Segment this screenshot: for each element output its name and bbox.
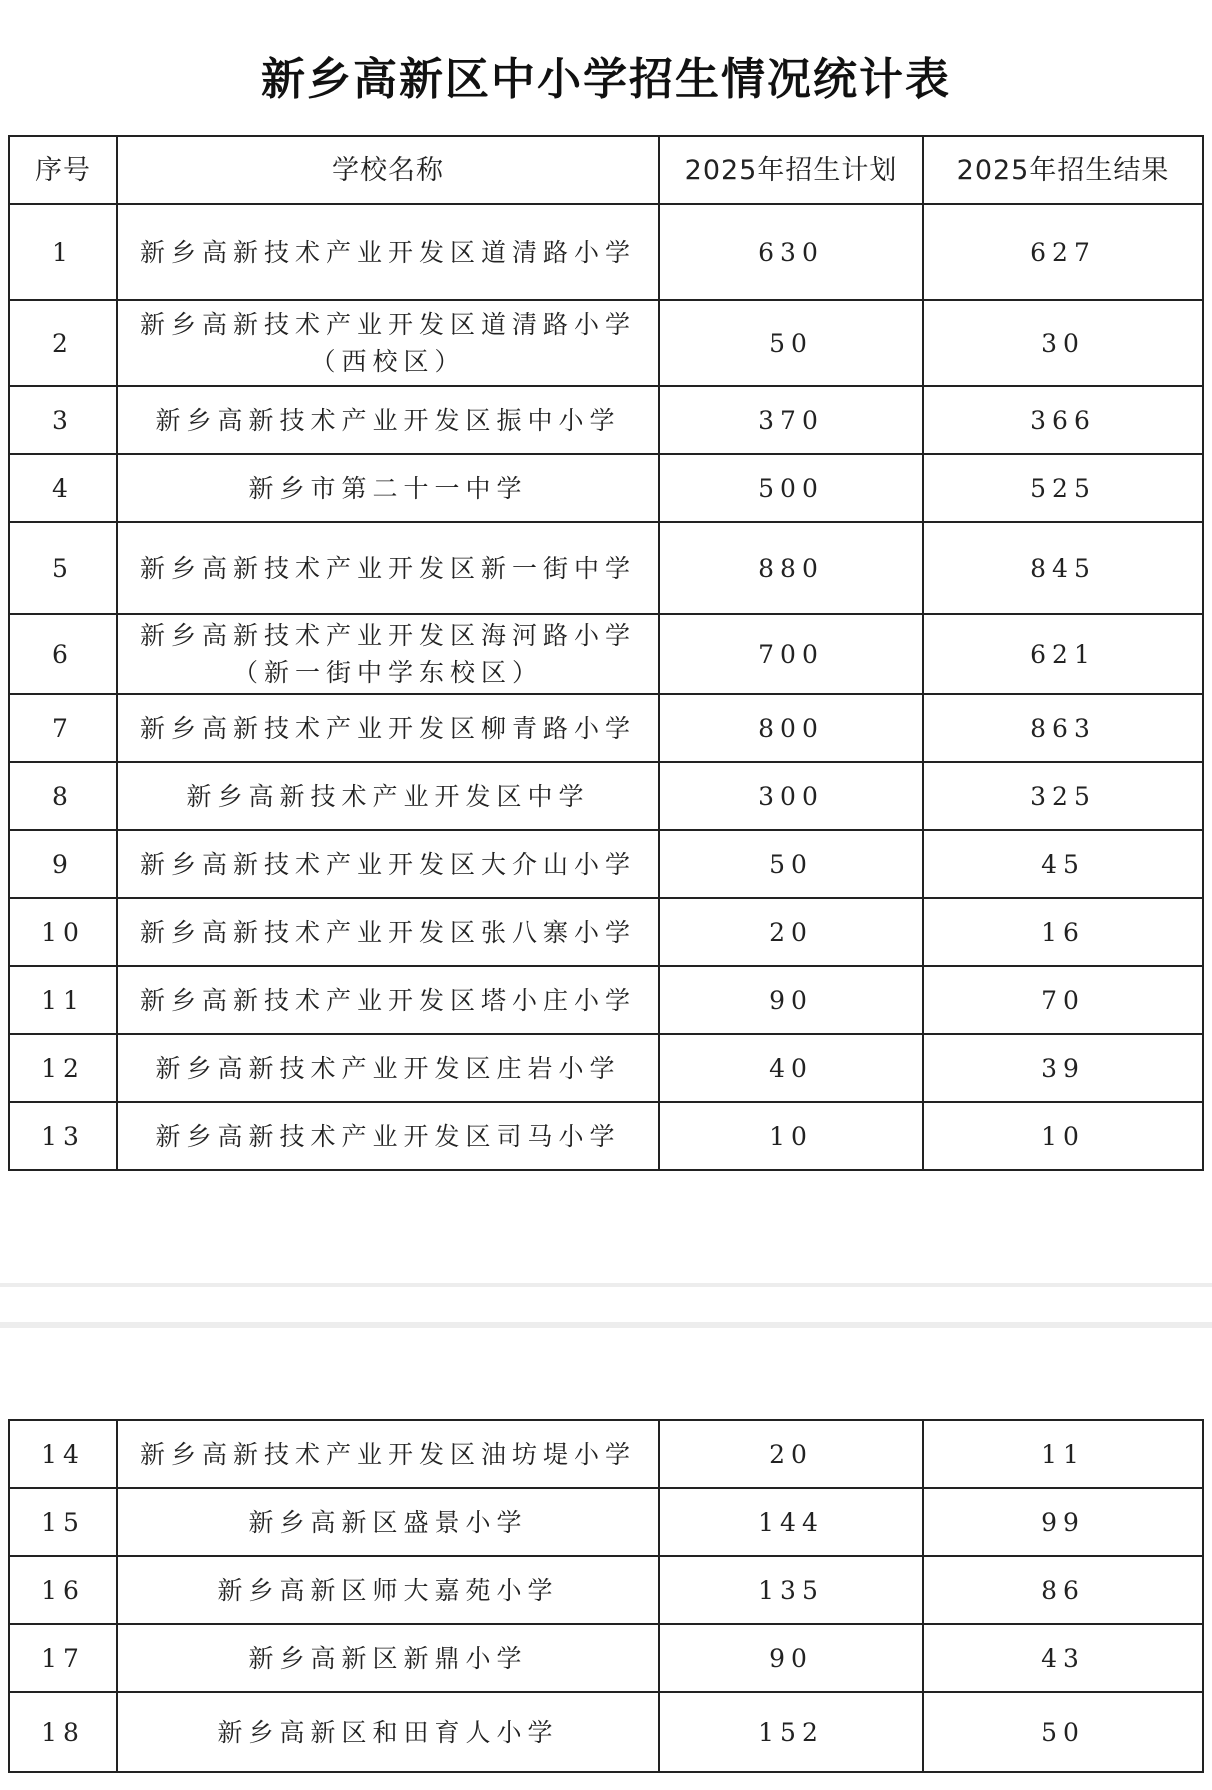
table-row: [9, 204, 1203, 300]
plan-count-cell: 40: [659, 1034, 923, 1102]
table-row: [9, 1692, 1203, 1772]
plan-count-cell: 90: [659, 966, 923, 1034]
table-row: [9, 1556, 1203, 1624]
plan-count-cell: 135: [659, 1556, 923, 1624]
school-name-cell: 新乡高新区新鼎小学: [117, 1624, 659, 1692]
table-row: [9, 300, 1203, 386]
page-break-divider: [0, 1283, 1212, 1287]
school-name-cell: 新乡高新区盛景小学: [117, 1488, 659, 1556]
school-name-cell: 新乡高新区师大嘉苑小学: [117, 1556, 659, 1624]
enrollment-table-part-1: [8, 135, 1204, 1171]
row-index-cell: 7: [9, 694, 117, 762]
table-row: [9, 614, 1203, 694]
row-index-cell: 5: [9, 522, 117, 614]
column-header-plan: 2025年招生计划: [659, 136, 923, 204]
plan-count-cell: 50: [659, 300, 923, 386]
row-index-cell: 3: [9, 386, 117, 454]
table-row: [9, 1488, 1203, 1556]
enrollment-table-part-2: [8, 1419, 1204, 1773]
row-index-cell: 15: [9, 1488, 117, 1556]
plan-count-cell: 20: [659, 1420, 923, 1488]
plan-count-cell: 300: [659, 762, 923, 830]
row-index-cell: 12: [9, 1034, 117, 1102]
result-count-cell: 70: [923, 966, 1203, 1034]
result-count-cell: 845: [923, 522, 1203, 614]
result-count-cell: 325: [923, 762, 1203, 830]
school-name-cell: 新乡高新技术产业开发区振中小学: [117, 386, 659, 454]
result-count-cell: 627: [923, 204, 1203, 300]
result-count-cell: 86: [923, 1556, 1203, 1624]
plan-count-cell: 10: [659, 1102, 923, 1170]
result-count-cell: 621: [923, 614, 1203, 694]
table-row: [9, 1034, 1203, 1102]
row-index-cell: 13: [9, 1102, 117, 1170]
plan-count-cell: 152: [659, 1692, 923, 1772]
row-index-cell: 1: [9, 204, 117, 300]
table-header-row: [9, 136, 1203, 204]
school-name-cell: 新乡高新技术产业开发区张八寨小学: [117, 898, 659, 966]
school-name-cell: 新乡高新技术产业开发区油坊堤小学: [117, 1420, 659, 1488]
school-name-cell: 新乡高新技术产业开发区庄岩小学: [117, 1034, 659, 1102]
table-body-part-1: [9, 204, 1203, 1170]
school-name-cell: 新乡市第二十一中学: [117, 454, 659, 522]
result-count-cell: 45: [923, 830, 1203, 898]
result-count-cell: 366: [923, 386, 1203, 454]
column-header-school: 学校名称: [117, 136, 659, 204]
result-count-cell: 11: [923, 1420, 1203, 1488]
table-row: [9, 762, 1203, 830]
school-name-cell: 新乡高新技术产业开发区道清路小学（西校区）: [117, 300, 659, 386]
table-row: [9, 1624, 1203, 1692]
row-index-cell: 11: [9, 966, 117, 1034]
row-index-cell: 16: [9, 1556, 117, 1624]
table-row: [9, 830, 1203, 898]
table-body-part-2: [9, 1420, 1203, 1772]
row-index-cell: 10: [9, 898, 117, 966]
table-row: [9, 694, 1203, 762]
school-name-cell: 新乡高新技术产业开发区大介山小学: [117, 830, 659, 898]
plan-count-cell: 20: [659, 898, 923, 966]
school-name-cell: 新乡高新区和田育人小学: [117, 1692, 659, 1772]
table-row: [9, 898, 1203, 966]
column-header-result: 2025年招生结果: [923, 136, 1203, 204]
table-row: [9, 1420, 1203, 1488]
result-count-cell: 99: [923, 1488, 1203, 1556]
row-index-cell: 14: [9, 1420, 117, 1488]
school-name-cell: 新乡高新技术产业开发区中学: [117, 762, 659, 830]
plan-count-cell: 880: [659, 522, 923, 614]
row-index-cell: 8: [9, 762, 117, 830]
school-name-cell: 新乡高新技术产业开发区塔小庄小学: [117, 966, 659, 1034]
row-index-cell: 9: [9, 830, 117, 898]
table-row: [9, 386, 1203, 454]
plan-count-cell: 800: [659, 694, 923, 762]
row-index-cell: 17: [9, 1624, 117, 1692]
school-name-cell: 新乡高新技术产业开发区海河路小学（新一街中学东校区）: [117, 614, 659, 694]
page-break-divider: [0, 1322, 1212, 1328]
table-row: [9, 454, 1203, 522]
result-count-cell: 50: [923, 1692, 1203, 1772]
result-count-cell: 525: [923, 454, 1203, 522]
plan-count-cell: 630: [659, 204, 923, 300]
page-title: 新乡高新区中小学招生情况统计表: [261, 54, 951, 105]
result-count-cell: 43: [923, 1624, 1203, 1692]
result-count-cell: 863: [923, 694, 1203, 762]
plan-count-cell: 50: [659, 830, 923, 898]
row-index-cell: 4: [9, 454, 117, 522]
row-index-cell: 2: [9, 300, 117, 386]
plan-count-cell: 700: [659, 614, 923, 694]
plan-count-cell: 370: [659, 386, 923, 454]
result-count-cell: 39: [923, 1034, 1203, 1102]
table-row: [9, 966, 1203, 1034]
row-index-cell: 6: [9, 614, 117, 694]
result-count-cell: 10: [923, 1102, 1203, 1170]
column-header-index: 序号: [9, 136, 117, 204]
result-count-cell: 30: [923, 300, 1203, 386]
row-index-cell: 18: [9, 1692, 117, 1772]
plan-count-cell: 90: [659, 1624, 923, 1692]
result-count-cell: 16: [923, 898, 1203, 966]
school-name-cell: 新乡高新技术产业开发区新一街中学: [117, 522, 659, 614]
table-row: [9, 522, 1203, 614]
plan-count-cell: 144: [659, 1488, 923, 1556]
school-name-cell: 新乡高新技术产业开发区道清路小学: [117, 204, 659, 300]
school-name-cell: 新乡高新技术产业开发区司马小学: [117, 1102, 659, 1170]
school-name-cell: 新乡高新技术产业开发区柳青路小学: [117, 694, 659, 762]
plan-count-cell: 500: [659, 454, 923, 522]
table-row: [9, 1102, 1203, 1170]
